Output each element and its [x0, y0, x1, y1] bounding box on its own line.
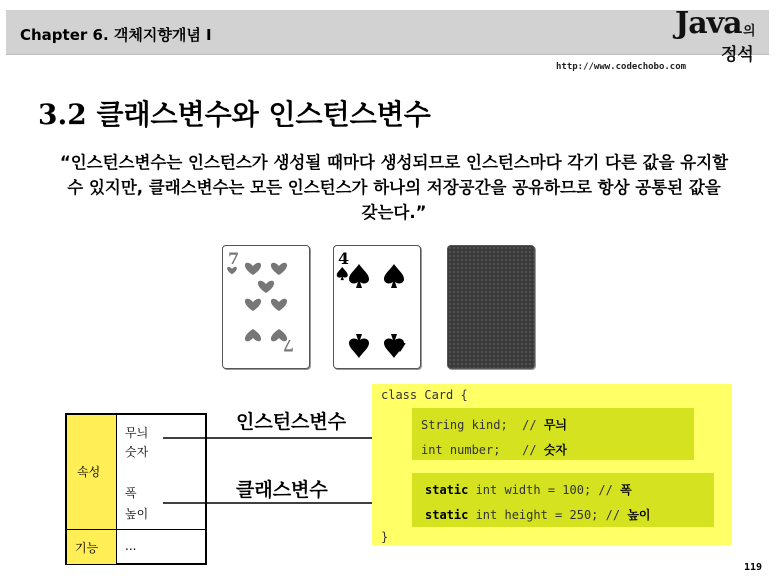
java-logo: Java	[675, 6, 742, 41]
code-class-close: }	[381, 530, 389, 544]
function-value: ...	[125, 539, 137, 553]
logo-jeongseok: 정석	[721, 45, 754, 65]
function-label: 기능	[75, 541, 99, 555]
definition-quote: “인스턴스변수는 인스턴스가 생성될 때마다 생성되므로 인스턴스마다 각기 다른 값을 유지할 수 있지만, 클래스변수는 모든 인스턴스가 하나의 저장공간을 공유하므로 항상 공통된 값을 갖는다.”	[59, 153, 729, 222]
code-panel	[372, 384, 732, 545]
code-line: static int width = 100; // 폭	[425, 483, 632, 497]
card-rank: 7	[228, 249, 240, 268]
class-variable-label: 클래스변수	[236, 479, 328, 501]
page-number: 119	[744, 562, 763, 573]
attribute-item: 폭	[125, 486, 137, 500]
card-rank: 4	[394, 336, 406, 355]
attribute-label: 속성	[77, 465, 101, 479]
code-line: String kind; // 무늬	[421, 418, 568, 432]
attribute-item: 숫자	[125, 445, 149, 459]
card-rank: 7	[282, 336, 294, 355]
attribute-item: 무늬	[125, 426, 149, 440]
slide-title: 3.2 클래스변수와 인스턴스변수	[38, 98, 431, 131]
attribute-item: 높이	[125, 507, 149, 521]
code-line: int number; // 숫자	[421, 443, 568, 457]
card-rank: 4	[338, 249, 350, 268]
logo-particle: 의	[743, 24, 756, 39]
code-line: static int height = 250; // 높이	[425, 508, 651, 522]
code-class-open: class Card {	[381, 388, 468, 402]
instance-variable-label: 인스턴스변수	[236, 411, 347, 433]
site-url: http://www.codechobo.com	[556, 62, 687, 72]
chapter-title: Chapter 6. 객체지향개념 I	[20, 26, 212, 44]
